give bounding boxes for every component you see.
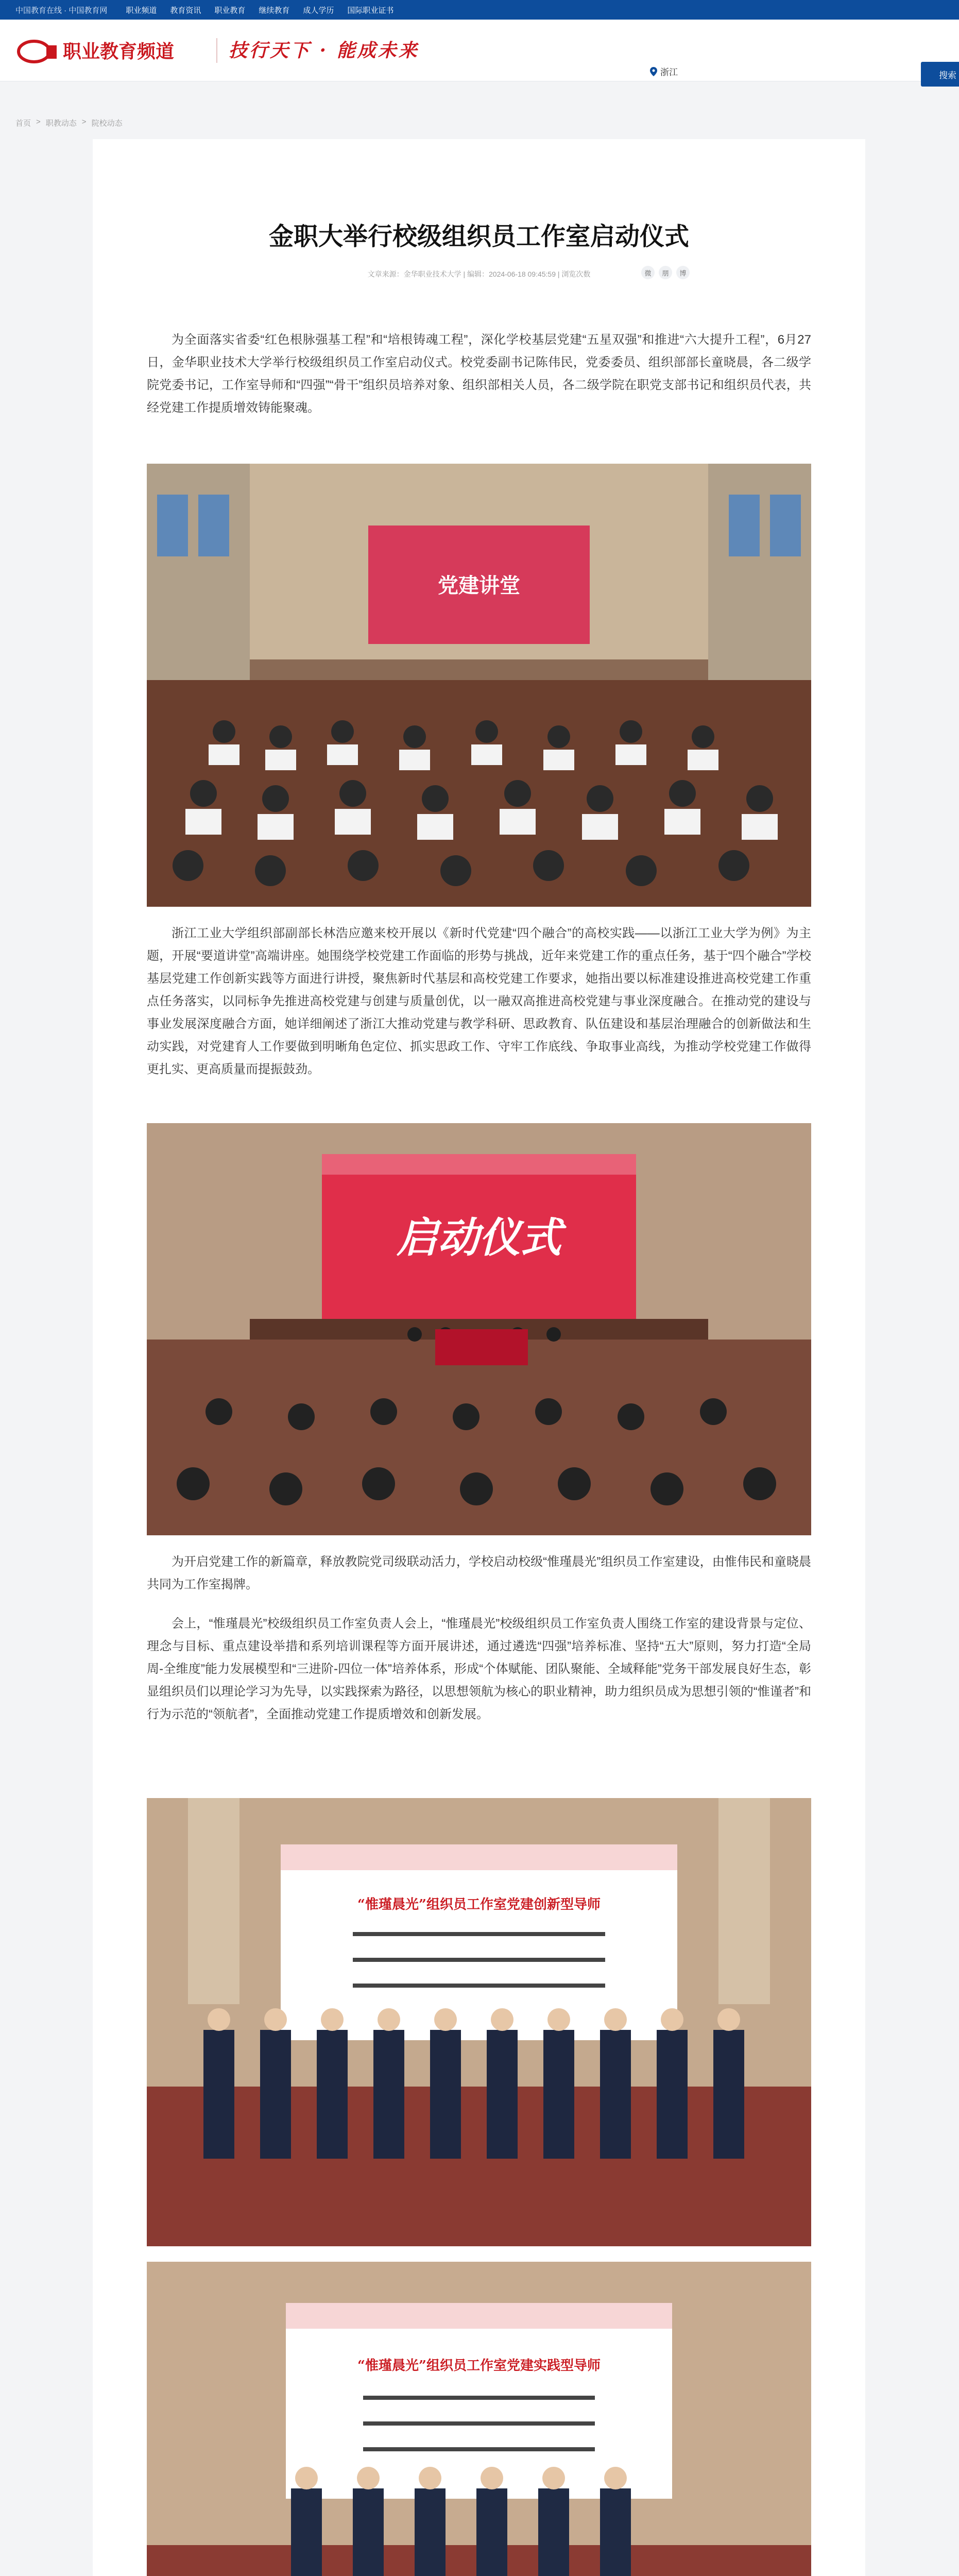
breadcrumb-separator: > [81, 117, 87, 126]
logo-text: 职业教育频道 [63, 41, 175, 62]
article-paragraph: 为全面落实省委“红色根脉强基工程”和“培根铸魂工程”，深化学校基层党建“五星双强”和推进“六大提升工程”，6月27日，金华职业技术大学举行校级组织员工作室启动仪式。校党委副书记陈伟民，党委委员、组织部部长童晓晨，各二级学院党委书记，工作室导师和“四强”“骨干”组织员培养对象、组织部相关人员，各二级学院在职党支部书记和组织员代表，共经党建工作提质增效铸能聚魂。 [147, 333, 811, 415]
search-input[interactable] [679, 58, 912, 80]
top-bar [0, 0, 959, 20]
site-name[interactable]: 中国教育在线 · 中国教育网 [15, 6, 108, 15]
svg-text:“惟瑾晨光”组织员工作室党建实践型导师: “惟瑾晨光”组织员工作室党建实践型导师 [357, 2358, 601, 2374]
article-paragraph: 浙江工业大学组织部副部长林浩应邀来校开展以《新时代党建“四个融合”的高校实践——以浙江工业大学为例》为主题，开展“要道讲堂”高端讲座。她围绕学校党建工作面临的形势与挑战，近年来党建工作的重点任务，基于“四个融合”学校基层党建工作创新实践等方面进行讲授，聚焦新时代基层和高校党建工作要求，她指出要以标准建设推进高校党建工作重点任务落实，以同标争先推进高校党建与创建与质量创优，以一融双高推进高校党建与事业深度融合。在推动党的建设与事业发展深度融合方面，她详细阐述了浙江大推动党建与教学科研、思政教育、队伍建设和基层治理融合的创新做法和生动实践，对党建育人工作要做到明晰角色定位、抓实思政工作、守牢工作底线、争取事业高线，为推动学校党建工作做得更扎实、更高质量而提振鼓劲。 [147, 926, 811, 1076]
top-nav-item[interactable]: 国际职业证书 [347, 6, 394, 15]
svg-text:启动仪式: 启动仪式 [397, 1213, 561, 1262]
top-nav-item[interactable]: 职业频道 [126, 6, 157, 15]
breadcrumb-current[interactable]: 院校动态 [91, 119, 123, 128]
article-paragraph: 为开启党建工作的新篇章，释放教院党司级联动活力，学校启动校级“惟瑾晨光”组织员工作室建设，由惟伟民和童晓晨共同为工作室揭牌。 [147, 1555, 811, 1591]
weibo-share-icon[interactable]: 博 [676, 266, 690, 279]
logo-mark-icon [19, 41, 49, 62]
top-nav-item[interactable]: 职业教育 [214, 6, 246, 15]
article-card [93, 139, 865, 2576]
svg-text:“惟瑾晨光”组织员工作室党建创新型导师: “惟瑾晨光”组织员工作室党建创新型导师 [357, 1897, 601, 1912]
breadcrumb [15, 117, 123, 128]
top-nav-item[interactable]: 成人学历 [303, 6, 334, 15]
channel-slogan: 技行天下 · 能成未来 [216, 38, 419, 63]
article-photo [147, 1123, 811, 1535]
article-paragraph: 会上，“惟瑾晨光”校级组织员工作室负责人会上，“惟瑾晨光”校级组织员工作室负责人围绕工作室的建设背景与定位、理念与目标、重点建设举措和系列培训课程等方面开展讲述，通过遴选“四强”培养标准、坚持“五大”原则，努力打造“全局周-全维度”能力发展模型和“三进阶-四位一体”培养体系，形成“个体赋能、团队聚能、全域释能”党务干部发展良好生态，彰显组织员们以理论学习为先导，以实践探索为路径，以思想领航为核心的职业精神，助力组织员成为思想引领的“惟谨者”和行为示范的“领航者”，全面推动党建工作提质增效和创新发展。 [147, 1617, 811, 1721]
share-icons [641, 266, 690, 279]
article-title: 金职大举行校级组织员工作室启动仪式 [268, 223, 689, 250]
top-nav-item[interactable]: 继续教育 [259, 6, 290, 15]
article-photo [147, 1798, 811, 2246]
search-button[interactable]: 搜索 [921, 62, 959, 87]
article-photo [147, 2262, 811, 2576]
location-selector[interactable] [650, 65, 678, 78]
article-photo [147, 464, 811, 907]
location-pin-icon [650, 67, 657, 76]
channel-logo[interactable] [15, 36, 211, 65]
breadcrumb-separator: > [36, 117, 41, 126]
location-label: 浙江 [660, 67, 678, 77]
article-meta: 文章来源：金华职业技术大学 | 编辑：2024-06-18 09:45:59 | 浏览次数 [367, 270, 591, 278]
breadcrumb-home[interactable]: 首页 [15, 119, 31, 128]
top-nav-item[interactable]: 教育资讯 [170, 6, 201, 15]
svg-text:党建讲堂: 党建讲堂 [438, 573, 520, 598]
wechat-share-icon[interactable]: 微 [641, 266, 655, 279]
moments-share-icon[interactable]: 朋 [659, 266, 672, 279]
breadcrumb-category[interactable]: 职教动态 [45, 119, 77, 128]
